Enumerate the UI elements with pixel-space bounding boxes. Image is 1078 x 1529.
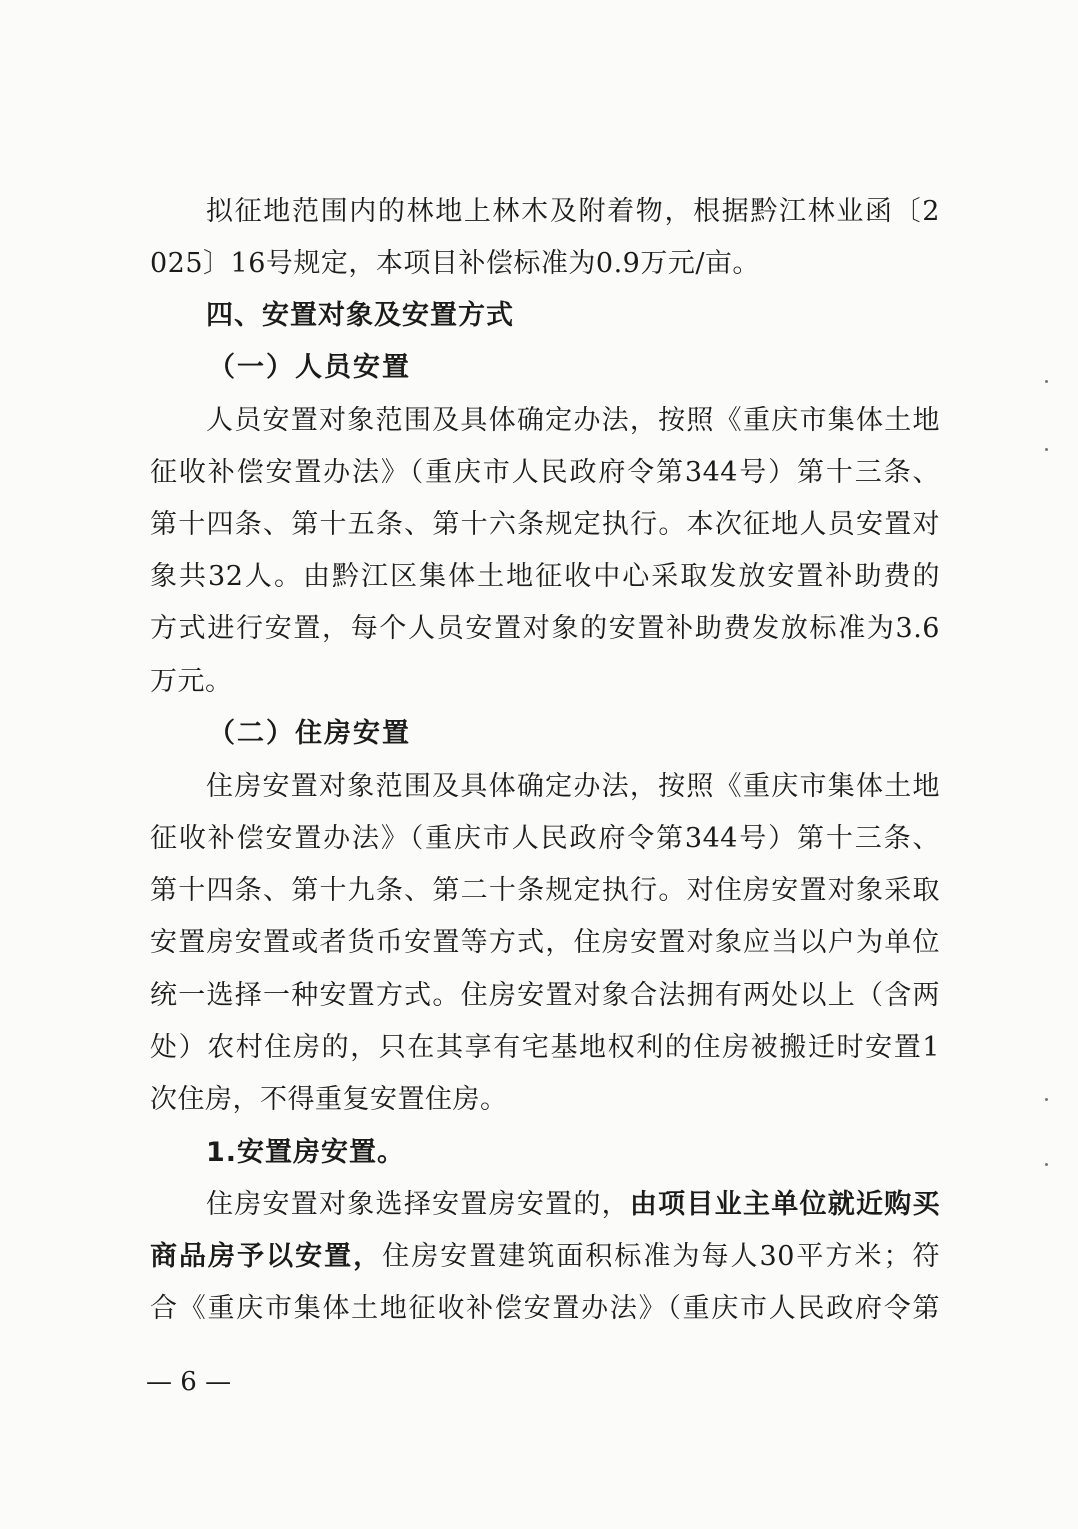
scan-speck: [1045, 1163, 1048, 1166]
paragraph-line: [206, 1185, 940, 1225]
paragraph-line: 处）农村住房的，只在其享有宅基地权利的住房被搬迁时安置1: [150, 1032, 940, 1063]
text-run: 住房安置对象选择安置房安置的，: [206, 1189, 630, 1220]
bold-text-run: 商品房予以安置，: [150, 1241, 383, 1272]
paragraph-line: [150, 1237, 940, 1277]
paragraph-line: 征收补偿安置办法》（重庆市人民政府令第344号）第十三条、: [150, 823, 940, 854]
paragraph-line: 第十四条、第十五条、第十六条规定执行。本次征地人员安置对: [150, 509, 940, 540]
paragraph-line: 人员安置对象范围及具体确定办法，按照《重庆市集体土地: [206, 405, 940, 436]
section-heading: 四、安置对象及安置方式: [206, 300, 514, 331]
paragraph-line: 象共32人。由黔江区集体土地征收中心采取发放安置补助费的: [150, 561, 940, 592]
scan-speck: [1045, 1098, 1048, 1101]
subsection-heading: （一）人员安置: [208, 352, 411, 383]
scan-speck: [1045, 380, 1048, 383]
paragraph-line: 住房安置对象范围及具体确定办法，按照《重庆市集体土地: [206, 771, 940, 802]
page-number: — 6 —: [146, 1367, 232, 1397]
paragraph-line: 安置房安置或者货币安置等方式，住房安置对象应当以户为单位: [150, 927, 940, 958]
subsection-heading: （二）住房安置: [208, 718, 411, 749]
scan-speck: [1045, 448, 1048, 451]
item-heading: 1.安置房安置。: [206, 1137, 406, 1168]
paragraph-line: 次住房，不得重复安置住房。: [150, 1084, 508, 1115]
paragraph-line: 025〕16号规定，本项目补偿标准为0.9万元/亩。: [150, 248, 760, 279]
paragraph-line: 方式进行安置，每个人员安置对象的安置补助费发放标准为3.6: [150, 613, 940, 644]
paragraph-line: 第十四条、第十九条、第二十条规定执行。对住房安置对象采取: [150, 875, 940, 906]
paragraph-line: 万元。: [150, 666, 233, 697]
paragraph-line: 拟征地范围内的林地上林木及附着物，根据黔江林业函〔2: [206, 196, 940, 227]
paragraph-line: 征收补偿安置办法》（重庆市人民政府令第344号）第十三条、: [150, 457, 940, 488]
bold-text-run: 由项目业主单位就近购买: [629, 1189, 940, 1220]
paragraph-line: 合《重庆市集体土地征收补偿安置办法》（重庆市人民政府令第: [150, 1293, 940, 1324]
paragraph-line: 统一选择一种安置方式。住房安置对象合法拥有两处以上（含两: [150, 980, 940, 1011]
text-run: 住房安置建筑面积标准为每人30平方米；符: [382, 1241, 940, 1272]
